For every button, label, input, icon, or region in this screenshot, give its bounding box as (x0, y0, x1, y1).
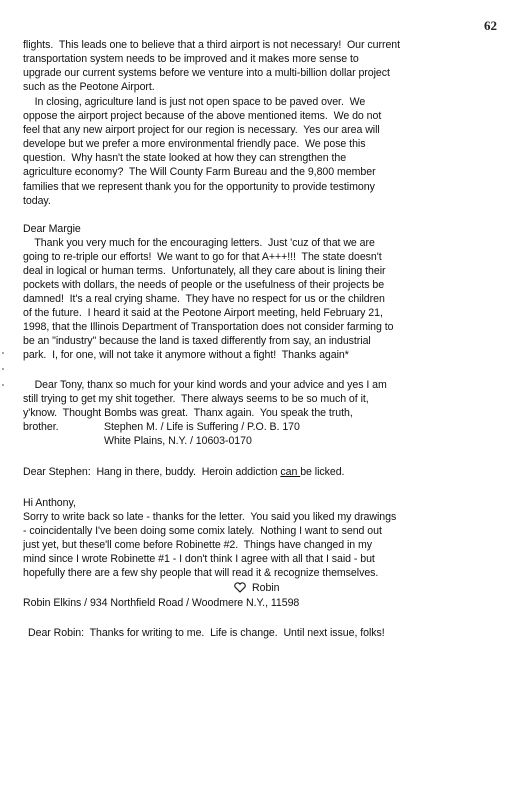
letter-line: such as the Peotone Airport. (23, 81, 155, 93)
reply-text: be licked. (300, 466, 345, 478)
letter-line: deal in logical or human terms. Unfortunately, all they care about is lining their (23, 265, 386, 277)
sender-address: Robin Elkins / 934 Northfield Road / Woodmere N.Y., 11598 (23, 597, 300, 609)
letter-line: Dear Tony, thanx so much for your kind words and your advice and yes I am (23, 379, 387, 391)
letter-salutation: Hi Anthony, (23, 497, 76, 509)
signature (234, 581, 279, 595)
letter-line: going to re-triple our efforts! We want to go for that A+++!!! The state doesn't (23, 251, 382, 263)
page-number: 62 (484, 18, 497, 33)
heart-icon (234, 582, 246, 593)
margin-speck (2, 368, 4, 370)
letter-line: 1998, that the Illinois Department of Transportation does not consider farming to (23, 321, 394, 333)
letter-line: be an "industry" because the land is taxed differently from say, an industrial (23, 335, 371, 347)
letter-line: y'know. Thought Bombs was great. Thanx again. You speak the truth, (23, 407, 353, 419)
letter-line: In closing, agriculture land is just not open space to be paved over. We (23, 96, 366, 108)
letter-line: hopefully there are a few shy people that will read it & recognize themselves. (23, 567, 379, 579)
margin-speck (2, 352, 4, 354)
letter-line: develope but we prefer a more environmental friendly pace. We pose this (23, 138, 366, 150)
letter-salutation: Dear Margie (23, 223, 81, 235)
letter-line: damned! It's a real crying shame. They have no respect for us or the children (23, 293, 385, 305)
sender-address: Stephen M. / Life is Suffering / P.O. B. 170 (104, 421, 300, 433)
letter-line: flights. This leads one to believe that a third airport is not necessary! Our current (23, 39, 401, 51)
letter-line: today. (23, 195, 51, 207)
letter-line: mind since I wrote Robinette #1 - I don't think I agree with all that I said - but (23, 553, 375, 565)
letter-line: of the future. I heard it said at the Peotone Airport meeting, held February 21, (23, 307, 383, 319)
letter-line: Sorry to write back so late - thanks for the letter. You said you liked my drawings (23, 511, 397, 523)
letter-line: Thank you very much for the encouraging letters. Just 'cuz of that we are (23, 237, 375, 249)
reply-text: Dear Stephen: Hang in there, buddy. Heroin addiction (23, 466, 281, 478)
signature-name: Robin (252, 582, 280, 594)
underlined-word: can (280, 466, 301, 478)
letter-line: pockets with dollars, the needs of people or the usefulness of their projects be (23, 279, 385, 291)
letter-line: still trying to get my shit together. There always seems to be so much of it, (23, 393, 369, 405)
letter-line: families that we represent thank you for the opportunity to provide testimony (23, 181, 375, 193)
letter-line: just yet, but these'll come before Robinette #2. Things have changed in my (23, 539, 373, 551)
reply-stephen (23, 465, 344, 479)
margin-speck (2, 384, 4, 386)
letter-line: transportation system needs to be improved and it makes more sense to (23, 53, 359, 65)
letter-line: question. Why hasn't the state looked at how they can strengthen the (23, 152, 347, 164)
letter-line: upgrade our current systems before we venture into a multi-billion dollar project (23, 67, 390, 79)
letter-closing: brother. (23, 421, 59, 433)
letter-line: feel that any new airport project for our region is necessary. Yes our area will (23, 124, 380, 136)
letter-line: park. I, for one, will not take it anymore without a fight! Thanks again* (23, 349, 349, 361)
letter-line: oppose the airport project because of the above mentioned items. We do not (23, 110, 382, 122)
letter-line: - coincidentally I've been doing some comix lately. Nothing I want to send out (23, 525, 382, 537)
letter-line: agriculture economy? The Will County Farm Bureau and the 9,800 member (23, 166, 376, 178)
reply-robin: Dear Robin: Thanks for writing to me. Life is change. Until next issue, folks! (28, 627, 385, 639)
sender-address: White Plains, N.Y. / 10603-0170 (104, 435, 252, 447)
